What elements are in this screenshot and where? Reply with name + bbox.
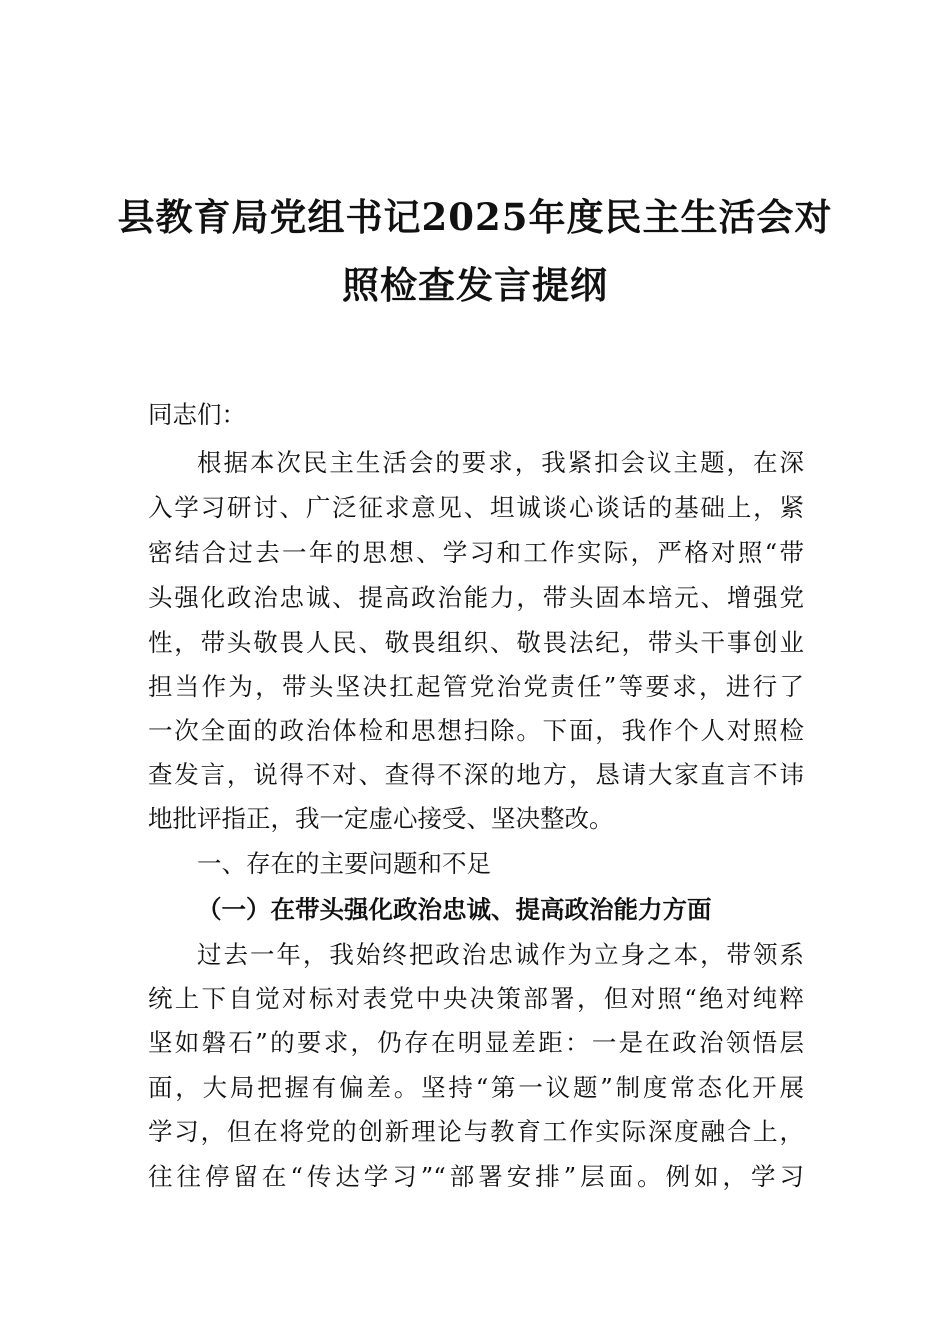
intro-paragraph-line: 查发言，说得不对、查得不深的地方，恳请大家直言不讳	[148, 760, 804, 789]
body-paragraph-line: 学习，但在将党的创新理论与教育工作实际深度融合上，	[148, 1117, 804, 1146]
intro-paragraph-line: 密结合过去一年的思想、学习和工作实际，严格对照“带	[148, 538, 804, 567]
body-paragraph-line: 往往停留在“传达学习”“部署安排”层面。例如，学习	[148, 1162, 804, 1191]
subsection-heading: （一）在带头强化政治忠诚、提高政治能力方面	[197, 895, 712, 924]
salutation: 同志们：	[148, 400, 246, 429]
body-paragraph-line: 统上下自觉对标对表党中央决策部署，但对照“绝对纯粹	[148, 984, 804, 1013]
intro-paragraph-line: 入学习研讨、广泛征求意见、坦诚谈心谈话的基础上，紧	[148, 493, 804, 522]
section-heading-1: 一、存在的主要问题和不足	[197, 849, 491, 878]
body-paragraph-line: 面，大局把握有偏差。坚持“第一议题”制度常态化开展	[148, 1073, 804, 1102]
intro-paragraph-line: 根据本次民主生活会的要求，我紧扣会议主题，在深	[197, 448, 804, 477]
intro-paragraph-line: 地批评指正，我一定虚心接受、坚决整改。	[148, 804, 614, 833]
intro-paragraph-line: 头强化政治忠诚、提高政治能力，带头固本培元、增强党	[148, 583, 804, 612]
intro-paragraph-line: 一次全面的政治体检和思想扫除。下面，我作个人对照检	[148, 716, 804, 745]
document-title-line-1: 县教育局党组书记2025年度民主生活会对	[117, 195, 833, 239]
intro-paragraph-line: 担当作为，带头坚决扛起管党治党责任”等要求，进行了	[148, 672, 804, 701]
intro-paragraph-line: 性，带头敬畏人民、敬畏组织、敬畏法纪，带头干事创业	[148, 628, 804, 657]
body-paragraph-line: 过去一年，我始终把政治忠诚作为立身之本，带领系	[197, 940, 804, 969]
body-paragraph-line: 坚如磐石”的要求，仍存在明显差距：一是在政治领悟层	[148, 1028, 804, 1057]
document-title-line-2: 照检查发言提纲	[342, 263, 608, 307]
